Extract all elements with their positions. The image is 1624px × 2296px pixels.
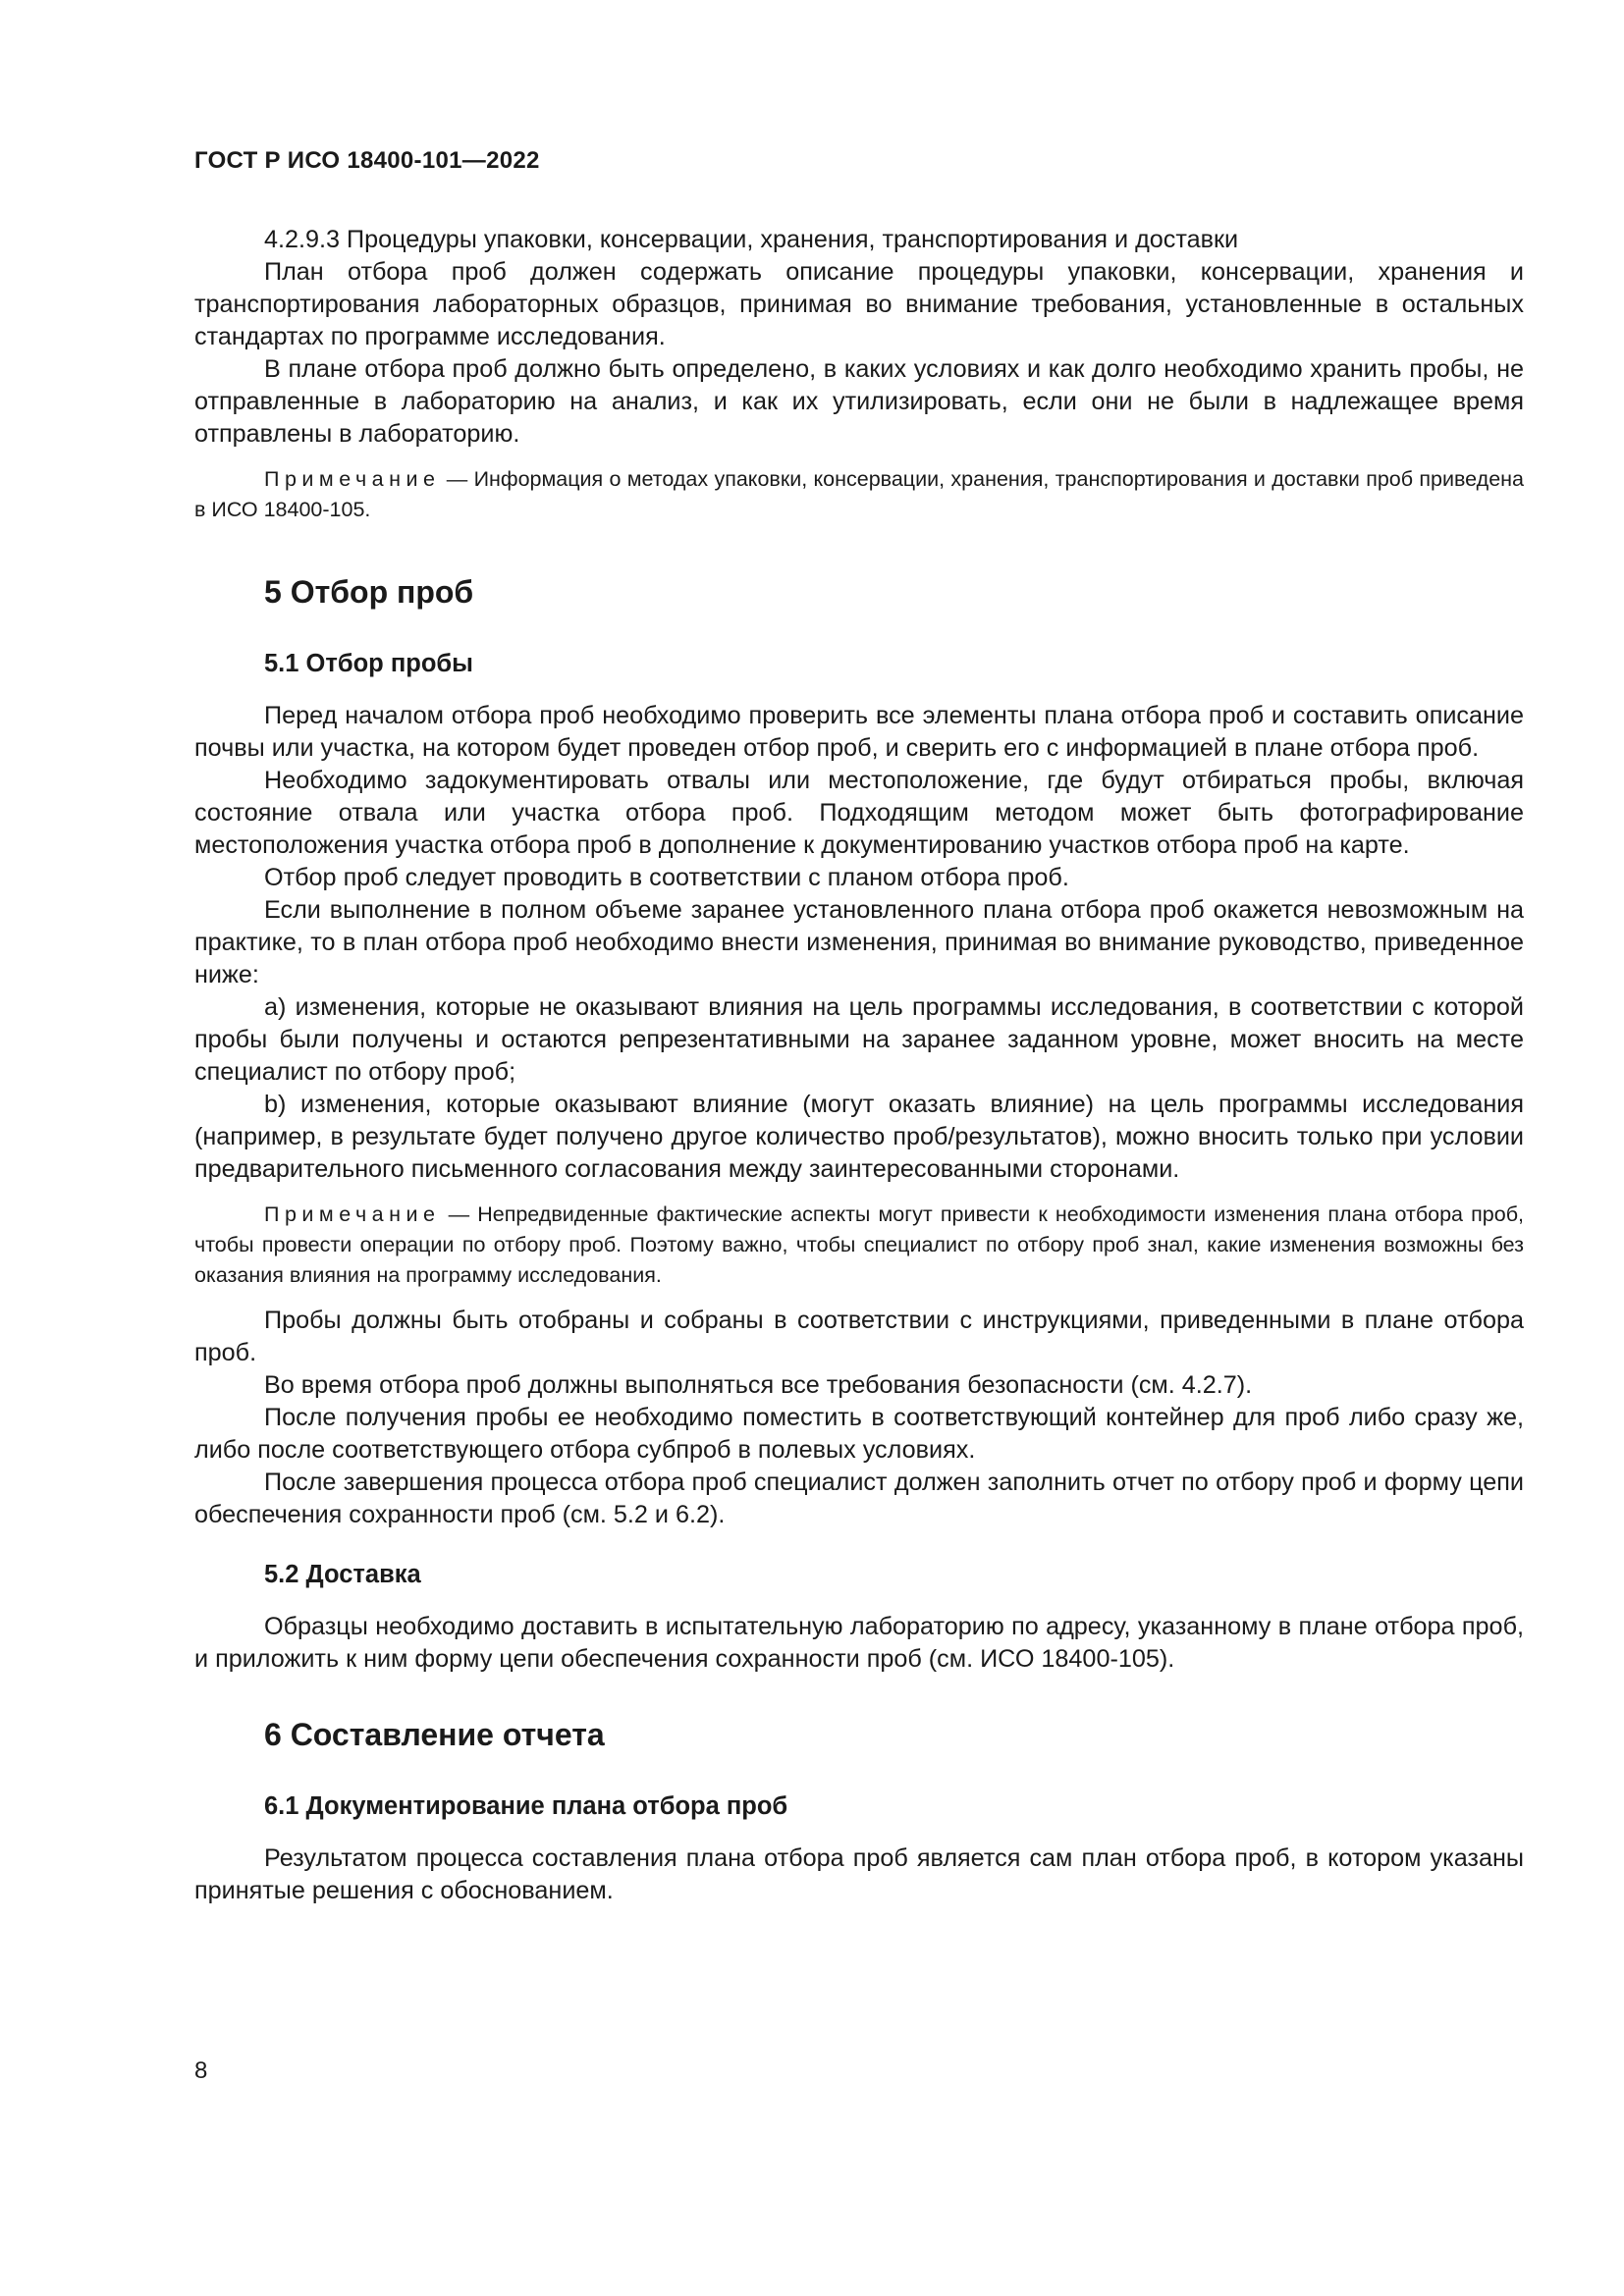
paragraph: Результатом процесса составления плана отбора проб является сам план отбора проб, в котором указаны принятые решения с обоснованием.: [194, 1844, 1524, 1904]
section-heading-6: 6 Составление отчета: [264, 1717, 605, 1752]
note-label: Примечание: [264, 467, 441, 491]
note-text: — Информация о методах упаковки, консервации, хранения, транспортирования и доставки проб приведена в ИСО 18400-105.: [194, 467, 1524, 521]
paragraph: Необходимо задокументировать отвалы или местоположение, где будут отбираться пробы, включая состояние отвала или участка отбора проб. Подходящим методом может быть фотографирование местоположения участка отбора проб в дополнение к документированию участков отбора проб на карте.: [194, 767, 1524, 859]
paragraph: Отбор проб следует проводить в соответствии с планом отбора проб.: [264, 864, 1069, 891]
paragraph: Пробы должны быть отобраны и собраны в соответствии с инструкциями, приведенными в плане отбора проб.: [194, 1307, 1524, 1366]
note: [194, 1200, 1524, 1291]
paragraph: Во время отбора проб должны выполняться все требования безопасности (см. 4.2.7).: [264, 1371, 1253, 1399]
page-content: [194, 224, 1524, 1907]
paragraph: В плане отбора проб должно быть определено, в каких условиях и как долго необходимо хранить пробы, не отправленные в лабораторию на анализ, и как их утилизировать, если они не были в надлежащее время отправлены в лабораторию.: [194, 355, 1524, 448]
paragraph: План отбора проб должен содержать описание процедуры упаковки, консервации, хранения и транспортирования лабораторных образцов, принимая во внимание требования, установленные в остальных стандартах по программе исследования.: [194, 258, 1524, 350]
paragraph: Если выполнение в полном объеме заранее установленного плана отбора проб окажется невозможным на практике, то в план отбора проб необходимо внести изменения, принимая во внимание руководство, приведенное ниже:: [194, 896, 1524, 988]
note: [194, 464, 1524, 525]
clause-title-4-2-9-3: 4.2.9.3 Процедуры упаковки, консервации, хранения, транспортирования и доставки: [264, 226, 1239, 253]
document-header: ГОСТ Р ИСО 18400-101—2022: [194, 147, 540, 174]
section-heading-5: 5 Отбор проб: [264, 574, 474, 610]
subsection-heading-6-1: 6.1 Документирование плана отбора проб: [264, 1792, 788, 1820]
subsection-heading-5-2: 5.2 Доставка: [264, 1561, 421, 1588]
note-label: Примечание: [264, 1202, 441, 1226]
list-item-b: b) изменения, которые оказывают влияние (могут оказать влияние) на цель программы исследования (например, в результате будет получено другое количество проб/результатов), можно вносить только при условии предварительного письменного согласования между заинтересованными сторонами.: [194, 1091, 1524, 1183]
paragraph: Образцы необходимо доставить в испытательную лабораторию по адресу, указанному в плане отбора проб, и приложить к ним форму цепи обеспечения сохранности проб (см. ИСО 18400-105).: [194, 1613, 1524, 1673]
paragraph: После завершения процесса отбора проб специалист должен заполнить отчет по отбору проб и форму цепи обеспечения сохранности проб (см. 5.2 и 6.2).: [194, 1468, 1524, 1528]
paragraph: Перед началом отбора проб необходимо проверить все элементы плана отбора проб и составить описание почвы или участка, на котором будет проведен отбор проб, и сверить его с информацией в плане отбора проб.: [194, 702, 1524, 762]
list-item-a: a) изменения, которые не оказывают влияния на цель программы исследования, в соответствии с которой пробы были получены и остаются репрезентативными на заранее заданном уровне, может вносить на месте специалист по отбору проб;: [194, 993, 1524, 1086]
note-text: — Непредвиденные фактические аспекты могут привести к необходимости изменения плана отбора проб, чтобы провести операции по отбору проб. Поэтому важно, чтобы специалист по отбору проб знал, какие изменения возможны без оказания влияния на программу исследования.: [194, 1202, 1524, 1287]
paragraph: После получения пробы ее необходимо поместить в соответствующий контейнер для проб либо сразу же, либо после соответствующего отбора субпроб в полевых условиях.: [194, 1404, 1524, 1464]
page-number: 8: [194, 2057, 208, 2084]
subsection-heading-5-1: 5.1 Отбор пробы: [264, 650, 473, 677]
